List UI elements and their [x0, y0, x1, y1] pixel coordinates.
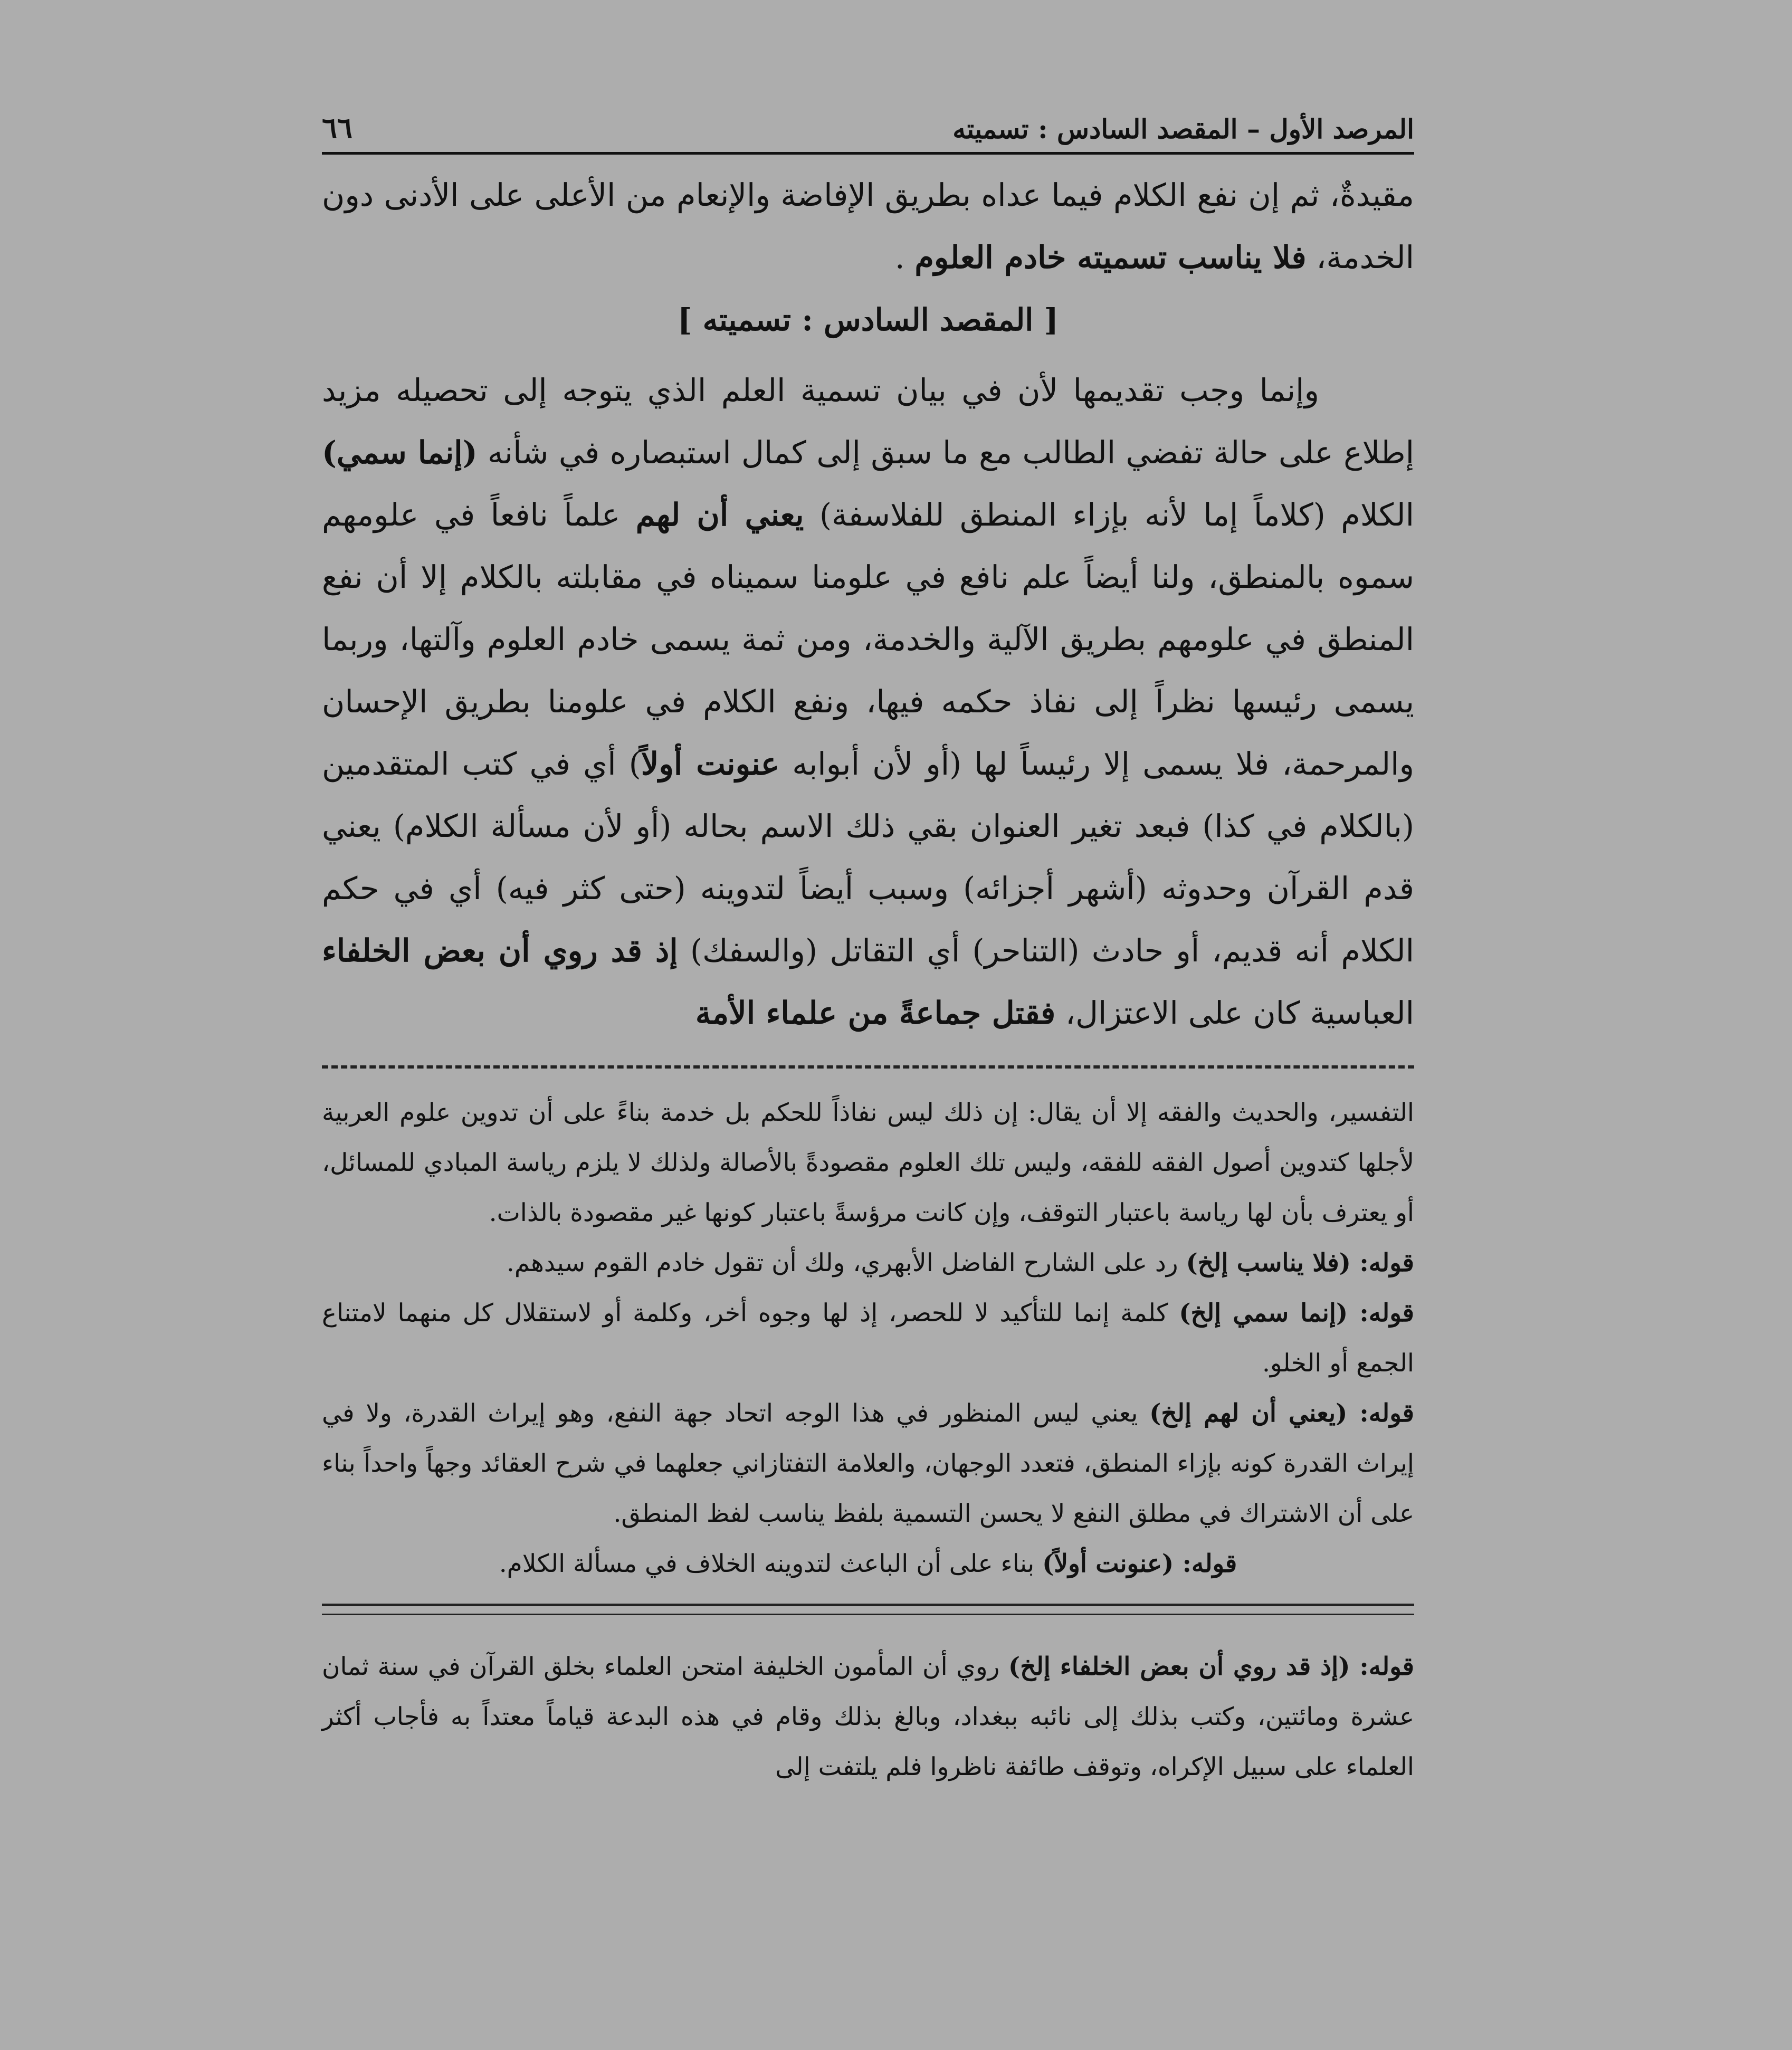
note-label: قوله: (عنونت أولاً): [1042, 1549, 1237, 1578]
note: [322, 1388, 1414, 1539]
text-run: العباسية كان على الاعتزال،: [1065, 995, 1414, 1031]
text-run: علماً نافعاً في علومهم سموه بالمنطق، ولنا أيضاً علم نافع في علومنا سميناه في مقابلته بالكلام إلا أن نفع المنطق في علومهم بطريق الآلية والخدمة، ومن ثمة يسمى خادم العلوم وآلتها، وربما يسمى رئيسها نظراً إلى نفاذ حكمه فيها، ونفع الكلام في علومنا بطريق الإحسان والمرحمة، فلا يسمى إلا رئيساً لها (أو لأن أبوابه: [322, 497, 1414, 782]
text-run: الكلام (كلاماً إما لأنه بإزاء المنطق للفلاسفة): [819, 497, 1414, 533]
note-label: قوله: (فلا يناسب إلخ): [1186, 1248, 1414, 1277]
note: [322, 1539, 1414, 1589]
note-text: رد على الشارح الفاضل الأبهري، ولك أن تقول خادم القوم سيدهم.: [506, 1248, 1178, 1277]
note-text: روي أن المأمون الخليفة امتحن العلماء بخلق القرآن في سنة ثمان عشرة ومائتين، وكتب بذلك إلى نائبه ببغداد، وبالغ بذلك وقام في هذه البدعة قياماً معتداً به فأجاب أكثر العلماء على سبيل الإكراه، وتوقف طائفة ناظروا فلم يلتفت إلى: [322, 1652, 1414, 1781]
section-title: [ المقصد السادس : تسميته ]: [678, 302, 1059, 338]
page-number: ٦٦: [322, 111, 353, 145]
text-run: مقيدةٌ، ثم إن نفع الكلام فيما عداه بطريق الإفاضة والإنعام من الأعلى على الأدنى دون الخدمة،: [322, 177, 1414, 275]
footnotes: [322, 1088, 1414, 1792]
dashed-separator: [322, 1065, 1414, 1069]
bold-phrase: (إنما سمي): [322, 434, 478, 471]
bold-phrase: عنونت أولاً: [641, 746, 780, 782]
bold-phrase: يعني أن لهم: [635, 497, 804, 533]
text-run: .: [894, 239, 905, 275]
note: [322, 1642, 1414, 1792]
paragraph: [322, 359, 1414, 1044]
main-text: [322, 164, 1414, 1044]
note-label: قوله: (يعني أن لهم إلخ): [1149, 1399, 1414, 1428]
bold-phrase: فلا يناسب تسميته خادم العلوم: [914, 239, 1307, 275]
note-text: كلمة إنما للتأكيد لا للحصر، إذ لها وجوه أخر، وكلمة أو لاستقلال كل منهما لامتناع الجمع أو الخلو.: [322, 1299, 1414, 1378]
page-header: [322, 111, 1414, 155]
paragraph: [322, 164, 1414, 289]
note-label: قوله: (إذ قد روي أن بعض الخلفاء إلخ): [1008, 1652, 1414, 1681]
note: [322, 1238, 1414, 1288]
note-text: يعني ليس المنظور في هذا الوجه اتحاد جهة النفع، وهو إيراث القدرة، ولا في إيراث القدرة كونه بإزاء المنطق، فتعدد الوجهان، والعلامة التفتازاني جعلهما في شرح العقائد وجهاً واحداً بناء على أن الاشتراك في مطلق النفع لا يحسن التسمية بلفظ يناسب لفظ المنطق.: [322, 1399, 1414, 1528]
text-run: وإنما وجب تقديمها لأن في بيان تسمية العلم الذي يتوجه إلى تحصيله مزيد إطلاع على حالة تفضي الطالب مع ما سبق إلى كمال استبصاره في شأنه: [322, 372, 1414, 471]
note-label: قوله: (إنما سمي إلخ): [1179, 1299, 1414, 1328]
note-text: بناء على أن الباعث لتدوينه الخلاف في مسألة الكلام.: [499, 1549, 1035, 1578]
note: التفسير، والحديث والفقه إلا أن يقال: إن ذلك ليس نفاذاً للحكم بل خدمة بناءً على أن تدوين علوم العربية لأجلها كتدوين أصول الفقه للفقه، وليس تلك العلوم مقصودةً بالأصالة ولذلك لا يلزم رياسة المبادي للمسائل، أو يعترف بأن لها رياسة باعتبار التوقف، وإن كانت مرؤسةً باعتبار كونها غير مقصودة بالذات.: [322, 1098, 1414, 1227]
text-run: ) أي في كتب المتقدمين (بالكلام في كذا) فبعد تغير العنوان بقي ذلك الاسم بحاله (أو لأن مسألة الكلام) يعني قدم القرآن وحدوثه (أشهر أجزائه) وسبب أيضاً لتدوينه (حتى كثر فيه) أي في حكم الكلام أنه قديم، أو حادث (التناحر) أي التقاتل (والسفك): [322, 746, 1415, 969]
book-page: [322, 111, 1414, 1792]
double-rule-separator: [322, 1604, 1414, 1615]
bold-phrase: إذ قد روي أن بعض الخلفاء: [322, 932, 678, 969]
bold-phrase: فقتل جماعةً من علماء الأمة: [695, 995, 1056, 1031]
running-title: المرصد الأول – المقصد السادس : تسميته: [952, 113, 1414, 145]
note: [322, 1288, 1414, 1388]
